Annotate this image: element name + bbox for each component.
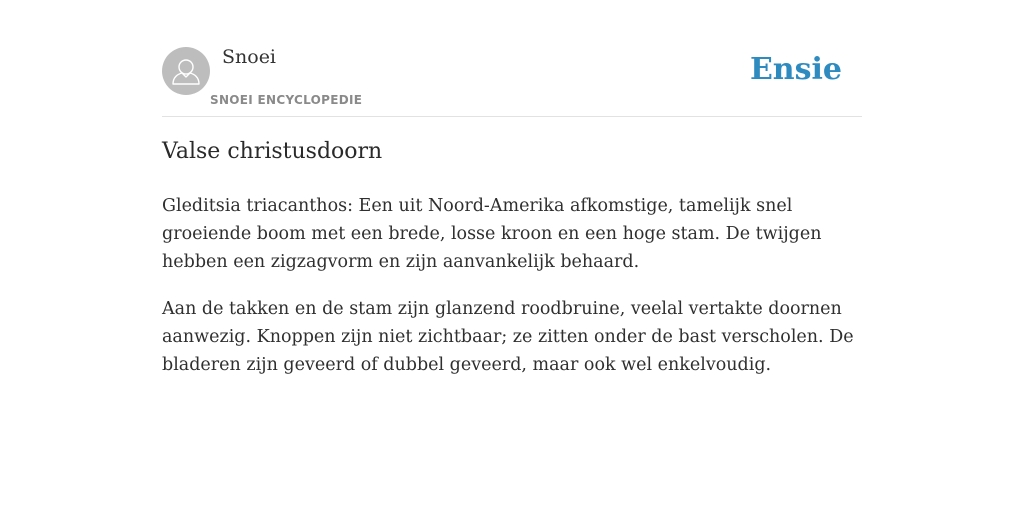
article-paragraph: Gleditsia triacanthos: Een uit Noord-Amerika afkomstige, tamelijk snel groeiende boom met een brede, losse kroon en een hoge stam. De twijgen hebben een zigzagvorm en zijn aanvankelijk behaard.: [162, 196, 822, 272]
header: [162, 0, 862, 117]
article-paragraph: Aan de takken en de stam zijn glanzend roodbruine, veelal vertakte doornen aanwezig. Knoppen zijn niet zichtbaar; ze zitten onder de bast verscholen. De bladeren zijn geveerd of dubbel geveerd, maar ook wel enkelvoudig.: [162, 299, 854, 375]
brand-logo-link[interactable]: Ensie: [749, 52, 842, 87]
source-label: SNOEI ENCYCLOPEDIE: [210, 93, 363, 107]
page: [162, 0, 862, 375]
article-body: [162, 192, 862, 398]
article-title: Valse christusdoorn: [162, 139, 383, 164]
user-silhouette-icon: [162, 47, 210, 95]
author-avatar[interactable]: [162, 47, 210, 95]
author-name[interactable]: Snoei: [222, 46, 277, 68]
